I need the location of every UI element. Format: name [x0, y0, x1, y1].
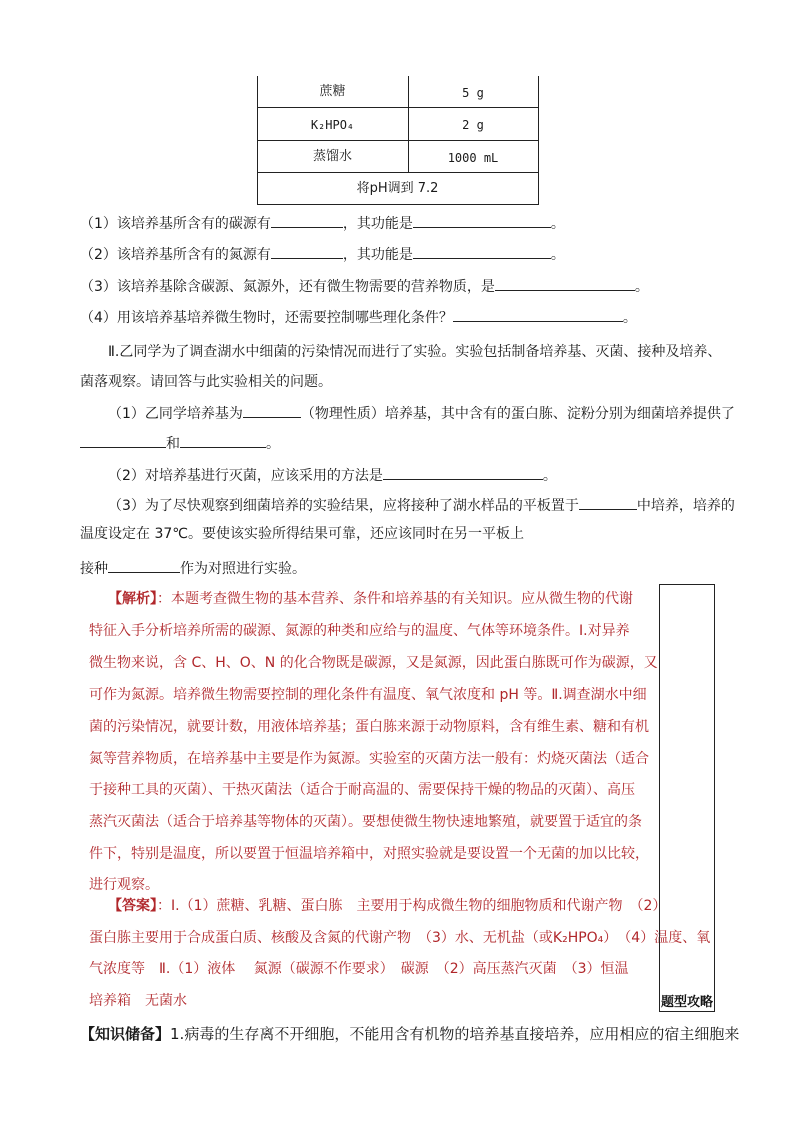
sidebar-label: 题型攻略	[660, 995, 713, 1010]
answer-line: 培养箱 无菌水	[89, 993, 187, 1009]
answer-heading: 【答案】	[108, 898, 157, 914]
table-cell-name: 蔗糖	[319, 84, 346, 99]
answer-blank[interactable]	[495, 276, 635, 291]
analysis-line: 特征入手分析培养所需的碳源、氮源的种类和应给与的温度、气体等环境条件。Ⅰ.对异养	[89, 623, 630, 639]
question-2-2: （2）对培养基进行灭菌，应该采用的方法是 。	[108, 465, 557, 485]
question-1-1: （1）该培养基所含有的碳源有 ，其功能是 。	[80, 213, 565, 233]
question-2-3: （3）为了尽快观察到细菌培养的实验结果，应将接种了湖水样品的平板置于 中培养，培养的	[108, 495, 735, 515]
answer-blank[interactable]	[271, 213, 343, 228]
answer-blank[interactable]	[453, 307, 623, 322]
answer-blank[interactable]	[108, 558, 180, 573]
analysis-line: 氮等营养物质，在培养基中主要是作为氮源。实验室的灭菌方法一般有：灼烧灭菌法（适合	[89, 751, 649, 767]
analysis-line: 可作为氮源。培养微生物需要控制的理化条件有温度、氧气浓度和 pH 等。Ⅱ.调查湖水中细	[89, 687, 647, 703]
analysis-line: 件下，特别是温度，所以要置于恒温培养箱中，对照实验就是要设置一个无菌的加以比较，	[89, 846, 649, 862]
part2-intro: Ⅱ.乙同学为了调查湖水中细菌的污染情况而进行了实验。实验包括制备培养基、灭菌、接种及培养、	[108, 344, 722, 360]
answer-blank[interactable]	[413, 244, 551, 259]
table-cell-amount: 2 g	[462, 118, 484, 132]
table-cell-name: K₂HPO₄	[310, 118, 355, 132]
answer-blank[interactable]	[243, 403, 301, 418]
analysis-line: 进行观察。	[89, 877, 159, 893]
knowledge-heading: 【知识储备】	[80, 1025, 171, 1043]
answer-blank[interactable]	[180, 433, 266, 448]
answer-blank[interactable]	[579, 495, 637, 510]
question-1-3: （3）该培养基除含碳源、氮源外，还有微生物需要的营养物质，是 。	[80, 276, 649, 296]
question-1-2: （2）该培养基所含有的氮源有 ，其功能是 。	[80, 244, 565, 264]
table-cell-amount: 1000 mL	[447, 151, 499, 165]
answer-blank[interactable]	[80, 433, 166, 448]
question-2-3-cont: 接种 作为对照进行实验。	[80, 558, 306, 578]
analysis-line: 菌的污染情况，就要计数，用液体培养基；蛋白胨来源于动物原料，含有维生素、糖和有机	[89, 719, 649, 735]
question-2-1: （1）乙同学培养基为 （物理性质）培养基，其中含有的蛋白胨、淀粉分别为细菌培养提供了	[108, 403, 735, 423]
table-cell-name: 蒸馏水	[312, 149, 352, 164]
question-2-3-cont: 温度设定在 37℃。要使该实验所得结果可靠，还应该同时在另一平板上	[80, 526, 524, 542]
analysis-heading: 【解析】	[108, 591, 157, 607]
sidebar-box	[659, 584, 715, 1012]
medium-recipe-table	[257, 76, 539, 205]
table-footer: 将pH调到 7.2	[356, 181, 439, 196]
answer-line: 【答案】：Ⅰ.（1）蔗糖、乳糖、蛋白胨 主要用于构成微生物的细胞物质和代谢产物 （2）	[108, 898, 667, 914]
analysis-line: 【解析】：本题考查微生物的基本营养、条件和培养基的有关知识。应从微生物的代谢	[108, 591, 633, 607]
answer-blank[interactable]	[383, 465, 543, 480]
answer-blank[interactable]	[413, 213, 551, 228]
part2-intro: 菌落观察。请回答与此实验相关的问题。	[80, 374, 332, 390]
answer-line: 蛋白胨主要用于合成蛋白质、核酸及含氮的代谢产物 （3）水、无机盐（或K₂HPO₄） （4）温度、氧	[89, 930, 711, 946]
question-1-4: （4）用该培养基培养微生物时，还需要控制哪些理化条件？ 。	[80, 307, 637, 327]
answer-line: 气浓度等 Ⅱ.（1）液体 氮源（碳源不作要求） 碳源 （2）高压蒸汽灭菌 （3）恒温	[89, 961, 629, 977]
table-cell-amount: 5 g	[462, 86, 484, 100]
question-2-1-cont: 和 。	[80, 433, 280, 453]
answer-blank[interactable]	[271, 244, 343, 259]
analysis-line: 微生物来说，含 C、H、O、N 的化合物既是碳源，又是氮源，因此蛋白胨既可作为碳源，又	[89, 655, 658, 671]
analysis-line: 蒸汽灭菌法（适合于培养基等物体的灭菌）。要想使微生物快速地繁殖，就要置于适宜的条	[89, 814, 642, 830]
analysis-line: 于接种工具的灭菌）、干热灭菌法（适合于耐高温的、需要保持干燥的物品的灭菌）、高压	[89, 782, 635, 798]
knowledge-line: 【知识储备】1.病毒的生存离不开细胞，不能用含有机物的培养基直接培养，应用相应的宿主细胞来	[80, 1025, 740, 1043]
